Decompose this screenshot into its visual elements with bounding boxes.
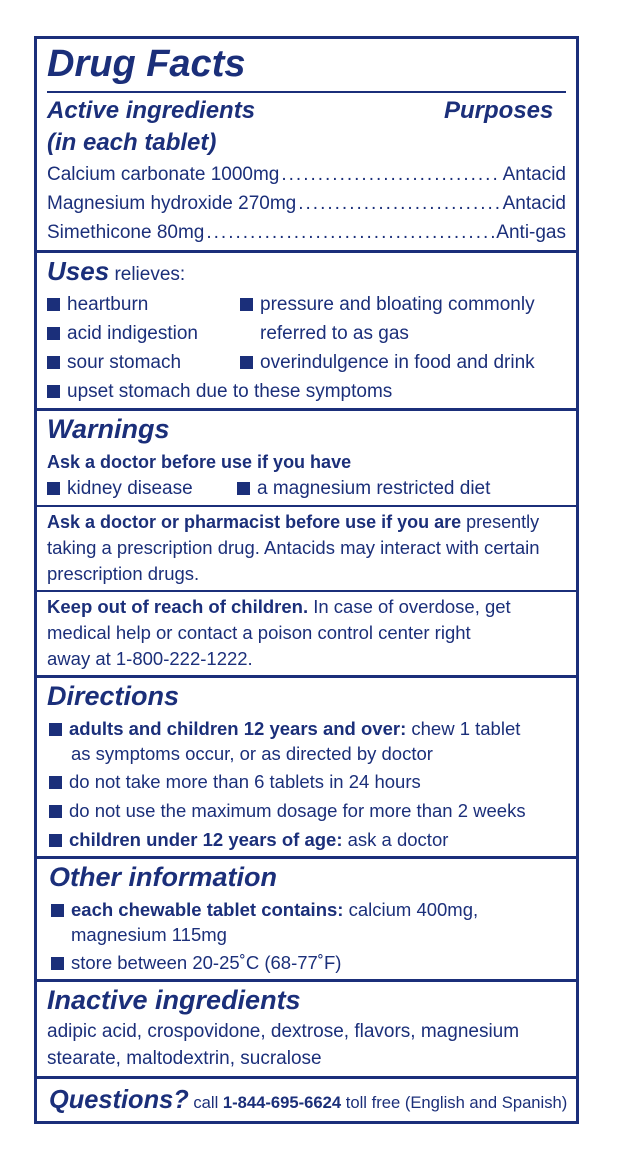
- list-item: children under 12 years of age: ask a doctor: [49, 828, 448, 852]
- list-item: each chewable tablet contains: calcium 400mg,: [51, 898, 478, 922]
- active-ingredient: Simethicone 80mg: [47, 222, 205, 243]
- pharmacist-warning: Ask a doctor or pharmacist before use if you are presently: [47, 512, 540, 532]
- purposes-heading: Purposes: [444, 97, 554, 124]
- warnings-heading: Warnings: [47, 414, 170, 444]
- list-item: do not take more than 6 tablets in 24 hours: [49, 770, 421, 794]
- square-bullet-icon: [240, 298, 253, 311]
- subsection-divider: [37, 505, 576, 507]
- other-info-heading: Other information: [49, 862, 277, 892]
- active-purpose: Antacid: [502, 193, 566, 214]
- questions-rest: toll free (English and Spanish): [345, 1093, 568, 1112]
- active-row: [47, 192, 566, 216]
- keep-out-warning-line2: medical help or contact a poison control center right: [47, 622, 471, 643]
- list-item-continuation: referred to as gas: [260, 323, 409, 344]
- square-bullet-icon: [47, 356, 60, 369]
- square-bullet-icon: [47, 385, 60, 398]
- active-row: [47, 163, 566, 187]
- square-bullet-icon: [47, 482, 60, 495]
- square-bullet-icon: [49, 776, 62, 789]
- list-item: do not use the maximum dosage for more than 2 weeks: [49, 799, 526, 823]
- active-purpose: Antacid: [502, 164, 566, 185]
- leader-dots: [206, 221, 494, 245]
- section-divider: [37, 250, 576, 253]
- active-heading-line1: Active ingredients: [47, 97, 256, 124]
- square-bullet-icon: [47, 327, 60, 340]
- directions-heading: Directions: [47, 681, 180, 711]
- inactive-line2: stearate, maltodextrin, sucralose: [47, 1048, 322, 1069]
- section-divider: [37, 675, 576, 678]
- questions-call: call: [193, 1093, 219, 1112]
- list-item: store between 20-25˚C (68-77˚F): [51, 951, 341, 975]
- active-ingredient: Magnesium hydroxide 270mg: [47, 193, 297, 214]
- questions-heading: Questions?: [49, 1084, 189, 1114]
- questions-phone[interactable]: 1-844-695-6624: [222, 1093, 342, 1112]
- active-heading-line2: (in each tablet): [47, 129, 217, 156]
- active-purpose: Anti-gas: [496, 222, 566, 243]
- active-row: [47, 221, 566, 245]
- square-bullet-icon: [237, 482, 250, 495]
- drug-facts-panel: [34, 36, 579, 1124]
- leader-dots: [298, 192, 500, 216]
- list-item: kidney disease: [47, 477, 193, 501]
- list-item: acid indigestion: [47, 322, 198, 346]
- pharmacist-warning-line2: taking a prescription drug. Antacids may interact with certain: [47, 537, 540, 558]
- list-item: sour stomach: [47, 351, 181, 375]
- square-bullet-icon: [49, 805, 62, 818]
- section-divider: [37, 856, 576, 859]
- section-divider: [37, 408, 576, 411]
- keep-out-warning-line3: away at 1-800-222-1222.: [47, 648, 253, 669]
- list-item: overindulgence in food and drink: [240, 351, 535, 375]
- questions-line: [49, 1084, 567, 1118]
- leader-dots: [281, 163, 500, 187]
- square-bullet-icon: [49, 723, 62, 736]
- keep-out-warning: Keep out of reach of children. In case of overdose, get: [47, 596, 511, 617]
- subsection-divider: [37, 590, 576, 592]
- list-item: pressure and bloating commonly: [240, 293, 535, 317]
- square-bullet-icon: [240, 356, 253, 369]
- uses-intro: relieves:: [114, 264, 186, 285]
- square-bullet-icon: [49, 834, 62, 847]
- list-item: adults and children 12 years and over: chew 1 tablet: [49, 717, 520, 741]
- square-bullet-icon: [51, 957, 64, 970]
- pharmacist-warning-line3: prescription drugs.: [47, 563, 200, 584]
- page-title: Drug Facts: [47, 43, 246, 85]
- section-divider: [37, 1076, 576, 1079]
- title-divider: [47, 91, 566, 93]
- uses-heading-line: [47, 256, 186, 287]
- active-ingredient: Calcium carbonate 1000mg: [47, 164, 280, 185]
- uses-heading: Uses: [47, 256, 110, 286]
- square-bullet-icon: [47, 298, 60, 311]
- ask-doctor-heading: Ask a doctor before use if you have: [47, 452, 352, 472]
- inactive-line1: adipic acid, crospovidone, dextrose, flavors, magnesium: [47, 1021, 520, 1042]
- list-item-continuation: as symptoms occur, or as directed by doctor: [71, 743, 433, 764]
- square-bullet-icon: [51, 904, 64, 917]
- inactive-heading: Inactive ingredients: [47, 985, 301, 1015]
- list-item: heartburn: [47, 293, 148, 317]
- list-item: upset stomach due to these symptoms: [47, 380, 392, 404]
- list-item-continuation: magnesium 115mg: [71, 924, 227, 945]
- list-item: a magnesium restricted diet: [237, 477, 490, 501]
- section-divider: [37, 979, 576, 982]
